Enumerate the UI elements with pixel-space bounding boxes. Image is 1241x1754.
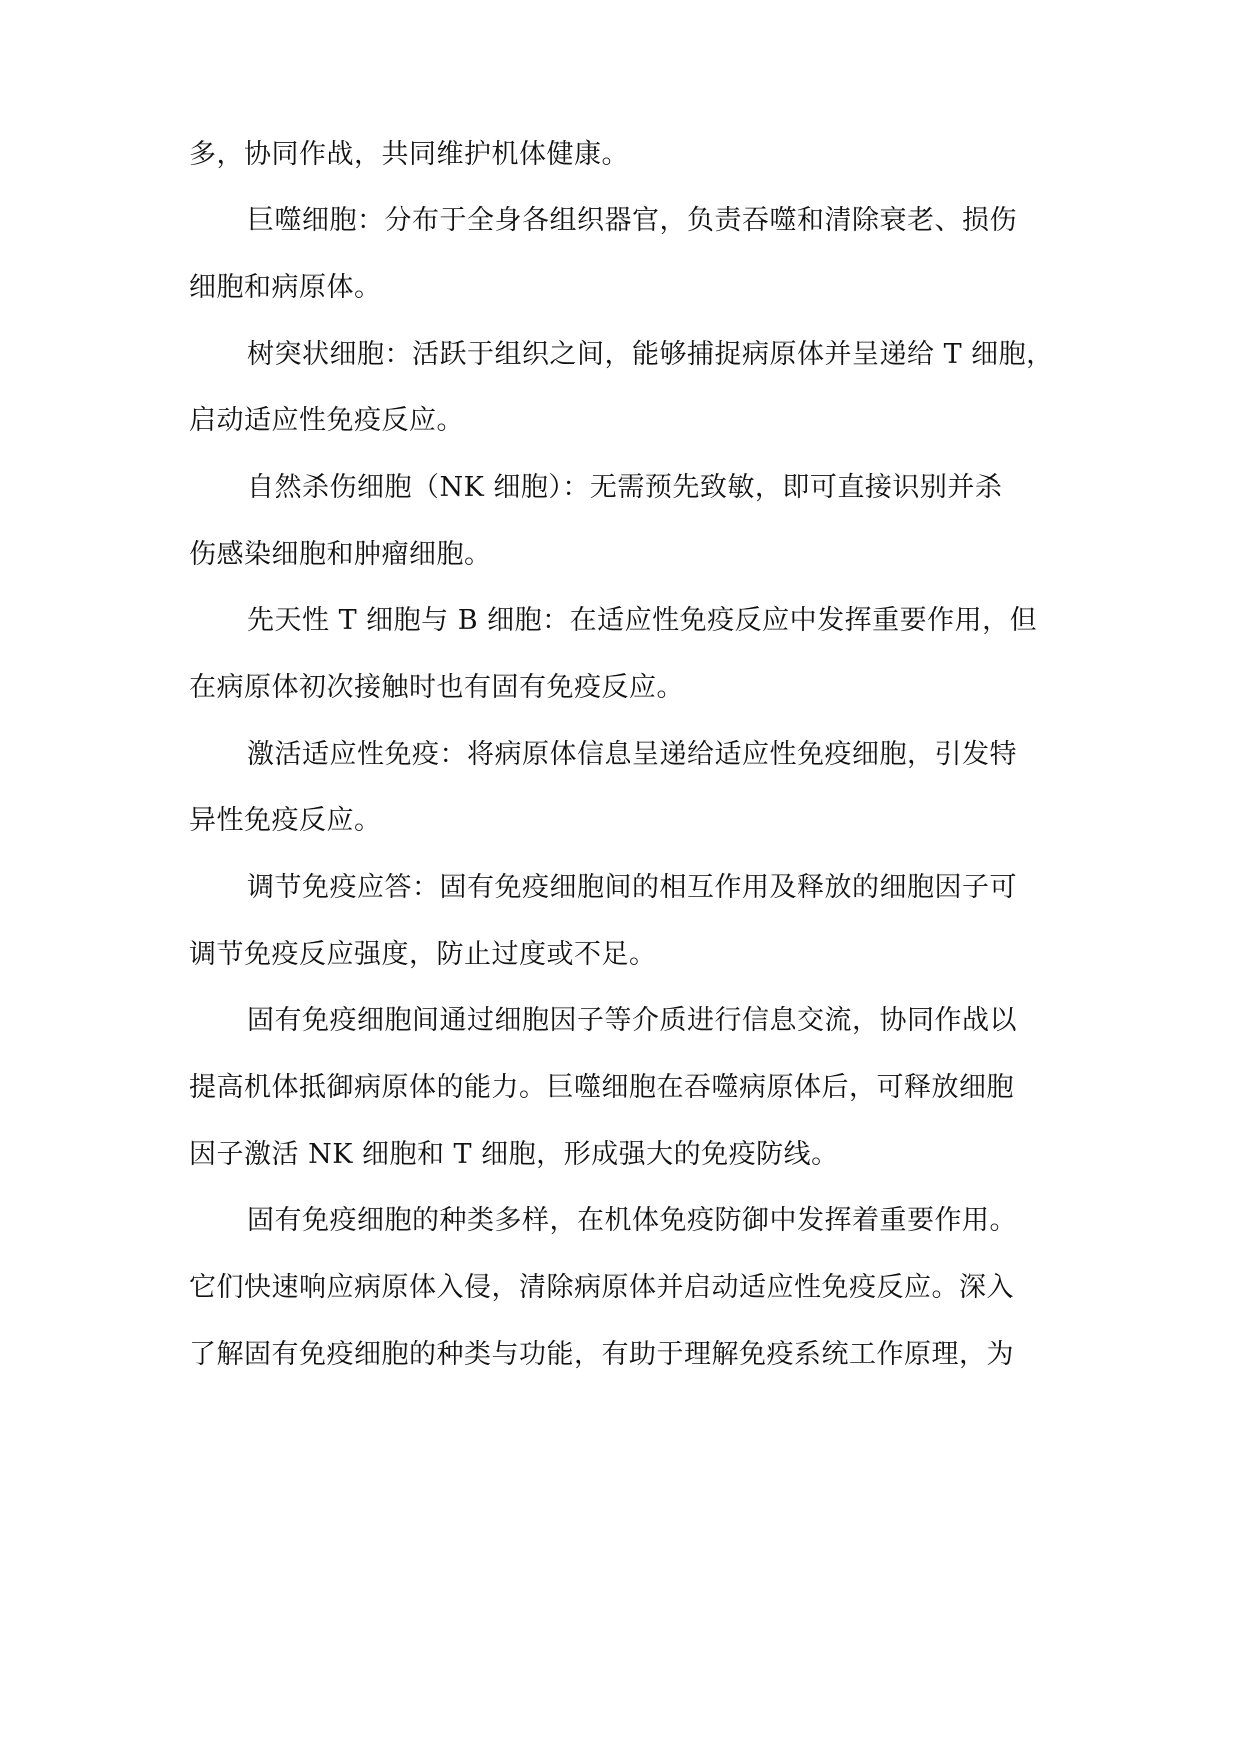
- text-line: 调节免疫反应强度，防止过度或不足。: [189, 939, 657, 970]
- text-line: 异性免疫反应。: [189, 805, 382, 836]
- text-line: 固有免疫细胞的种类多样，在机体免疫防御中发挥着重要作用。: [247, 1205, 1017, 1236]
- text-line: 固有免疫细胞间通过细胞因子等介质进行信息交流，协同作战以: [247, 1005, 1017, 1036]
- text-line: 启动适应性免疫反应。: [189, 405, 464, 436]
- text-line: 树突状细胞：活跃于组织之间，能够捕捉病原体并呈递给 T 细胞，: [247, 339, 1054, 370]
- text-line: 多，协同作战，共同维护机体健康。: [189, 139, 629, 170]
- text-line: 巨噬细胞：分布于全身各组织器官，负责吞噬和清除衰老、损伤: [247, 205, 1017, 236]
- text-line: 提高机体抵御病原体的能力。巨噬细胞在吞噬病原体后，可释放细胞: [189, 1072, 1014, 1103]
- text-line: 它们快速响应病原体入侵，清除病原体并启动适应性免疫反应。深入: [189, 1272, 1014, 1303]
- text-line: 伤感染细胞和肿瘤细胞。: [189, 539, 492, 570]
- text-line: 在病原体初次接触时也有固有免疫反应。: [189, 672, 684, 703]
- text-line: 调节免疫应答：固有免疫细胞间的相互作用及释放的细胞因子可: [247, 872, 1017, 903]
- text-line: 自然杀伤细胞（NK 细胞）：无需预先致敏，即可直接识别并杀: [247, 472, 1003, 503]
- text-line: 细胞和病原体。: [189, 272, 382, 303]
- text-line: 了解固有免疫细胞的种类与功能，有助于理解免疫系统工作原理，为: [189, 1339, 1014, 1370]
- text-line: 先天性 T 细胞与 B 细胞：在适应性免疫反应中发挥重要作用，但: [247, 605, 1038, 636]
- text-line: 因子激活 NK 细胞和 T 细胞，形成强大的免疫防线。: [189, 1139, 839, 1170]
- text-line: 激活适应性免疫：将病原体信息呈递给适应性免疫细胞，引发特: [247, 739, 1017, 770]
